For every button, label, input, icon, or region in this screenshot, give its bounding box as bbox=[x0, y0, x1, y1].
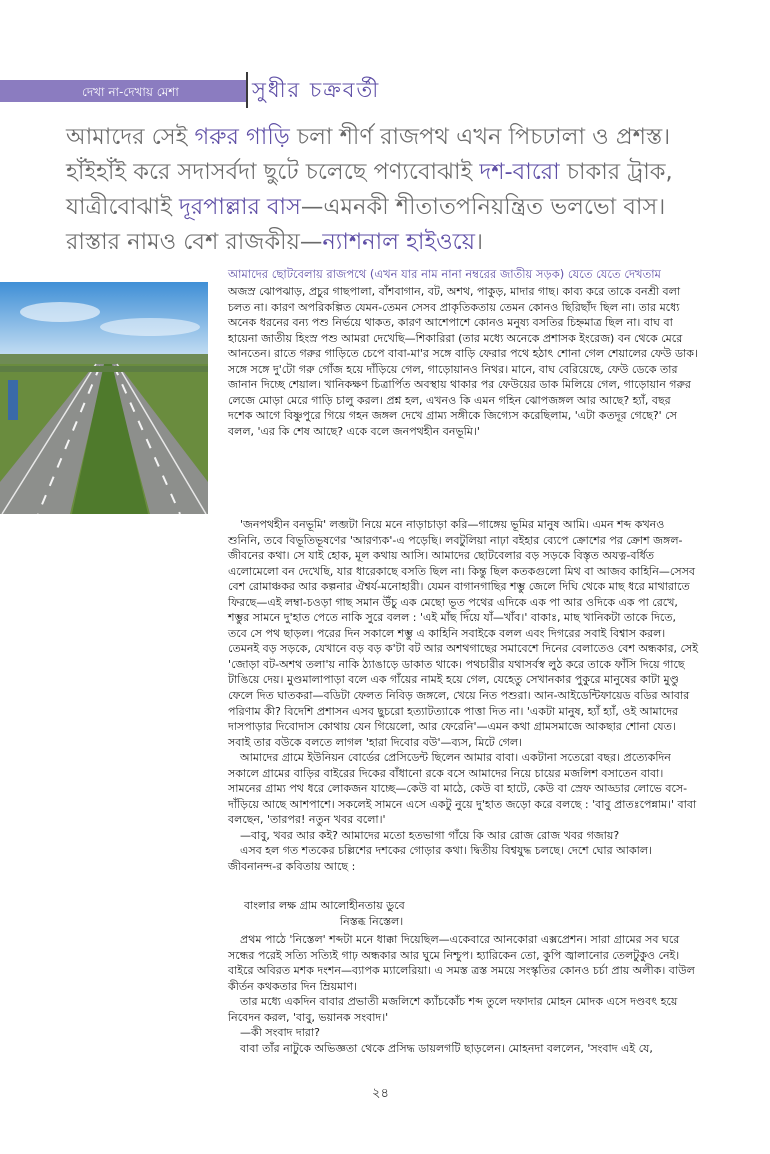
poem-line-2: নিস্তব্ধ নিস্তেল। bbox=[340, 915, 404, 928]
lead-paragraph bbox=[66, 120, 736, 260]
paragraph: তার মধ্যে একদিন বাবার প্রভাতী মজলিশে ক্যাঁচকোঁচ শব্দ তুলে দফাদার মোহন মোদক এসে দণ্ডবৎ হয়ে নিবেদন করল, 'বাবু, ভয়ানক সংবাদ।' bbox=[228, 995, 678, 1024]
lead-line-4: রাস্তার নামও বেশ রাজকীয়—ন্যাশনাল হাইওয়ে। bbox=[66, 229, 483, 255]
intro-line: আমাদের ছোটবেলায় রাজপথে (এখন যার নাম নানা নম্বরের জাতীয় সড়ক) যেতে যেতে দেখতাম bbox=[228, 267, 661, 281]
paragraph: 'জনপথহীন বনভূমি' লব্জটা নিয়ে মনে নাড়াচাড়া করি—গাঙ্গেয় ভূমির মানুষ আমি। এমন শব্দ কখনও শুনিনি, তবে বিভূতিভূষণের 'আরণ্যক'-এ পড়েছি। লবটুলিয়া নাঢ়া বইহার ব্যেপে ক্রোশের পর ক্রোশ জঙ্গল-জীবনের কথা। সে যাই হোক, মূল কথায় আসি। আমাদের ছোটবেলার বড় সড়কে বিস্তৃত অযত্ন-বর্ধিত এলোমেলো বন দেখেছি, যার ধারেকাছে বসতি ছিল না। কিন্তু ছিল কতকগুলো মিথ বা আজব কাহিনি—সেসব বেশ রোমাঞ্চকর আর কল্পনার ঐশ্বর্য-মনোহারী। যেমন বাগানগাছির শম্ভু জেলে দিঘি থেকে মাছ ধরে মাথারাতে ফিরছে—এই লম্বা-চওড়া গাছ সমান উঁচু এক মেছো ভূত পথের এদিকে এক পা আর ওদিকে এক পা রেখে, শম্ভুর সামনে দু'হাত পেতে নাকি সুরে বলল : 'এই মাঁছ দিঁয়ে যাঁ—খাঁব।' বাকাঃ, মাছ খানিকটা তাকে দিতে, তবে সে পথ ছাড়ল। পরের দিন সকালে শম্ভু এ কাহিনি সবাইকে বলল এবং দিগরের সবাই বিশ্বাস করল। তেমনই বড় সড়কে, যেখানে বড় বড় ক'টা বট আর অশথগাছের সমাবেশে দিনের বেলাতেও বেশ অন্ধকার, সেই 'জোড়া বট-অশথ তলা'য় নাকি ঠ্যাঙাড়ে ডাকাত থাকে। পথচারীর যথাসর্বস্ব লুঠ করে তাকে ফাঁসি দিয়ে গাছে টাঙিয়ে দেয়। মুণ্ডমালাপাড়া বলে এক গাঁয়ের নামই হয়ে গেল, যেহেতু সেখানকার পুকুরে মানুষের কাটা মুণ্ডু ফেলে দিত ঘাতকরা—বডিটা ফেলত নিবিড় জঙ্গলে, খেয়ে নিত পশুরা। আন-আইডেন্টিফায়েড বডির আবার পরিণাম কী? বিদেশি প্রশাসন এসব ছুচরো হত্যাটত্যাকে পাত্তা দিত না। 'একটা মানুষ, হ্যাঁ হ্যাঁ, ওই আমাদের দাসপাড়ার দিবোদাস কোথায় যেন গিয়েলো, আর ফেরেনি'—এমন কথা গ্রামসমাজে আকছার শোনা যেত। সবাই তার বউকে বলতে লাগল 'হারা দিবোর বউ'—ব্যস, মিটে গেল। bbox=[228, 518, 698, 749]
lead-line-2: হাঁইহাঁই করে সদাসর্বদা ছুটে চলেছে পণ্যবোঝাই দশ-বারো চাকার ট্রাক, bbox=[66, 159, 673, 185]
paragraph: প্রথম পাঠে 'নিস্তেল' শব্দটা মনে ধাক্কা দিয়েছিল—একেবারে আনকোরা এক্সপ্রেশন। সারা গ্রামের সব ঘরে সন্ধের পরেই সত্যি সত্যিই গাঢ় অন্ধকার আর ঘুমে নিশ্চুপ। হ্যারিকেন তো, কুপি জ্বালানোর তেলটুকুও নেই। বাইরে অবিরত মশক দংশন—ব্যাপক ম্যালেরিয়া। এ সমস্ত ত্রস্ত সময়ে সংস্কৃতির কোনও চর্চা প্রায় অলীক। বাউল কীর্তন কথকতার দিন ম্রিয়মাণ। bbox=[228, 933, 695, 993]
lead-line-3: যাত্রীবোঝাই দূরপাল্লার বাস—এমনকী শীতাতপনিয়ন্ত্রিত ভলভো বাস। bbox=[66, 194, 666, 220]
paragraph: —বাবু, খবর আর কই? আমাদের মতো হতভাগা গাঁয়ে কি আর রোজ রোজ খবর গজায়? bbox=[240, 828, 620, 842]
body-column-2 bbox=[228, 517, 698, 875]
paragraph: বাবা তাঁর নাটুকে অভিজ্ঞতা থেকে প্রসিদ্ধ ডায়লগটি ছাড়লেন। মোহনদা বললেন, 'সংবাদ এই যে, bbox=[240, 1041, 653, 1055]
body-column bbox=[228, 284, 698, 439]
paragraph: এসব হল গত শতকের চল্লিশের দশকের গোড়ার কথা। দ্বিতীয় বিশ্বযুদ্ধ চলছে। দেশে ঘোর আকাল। জীবনানন্দ-র কবিতায় আছে : bbox=[228, 844, 653, 874]
header-divider bbox=[246, 72, 248, 108]
body-column-3 bbox=[228, 932, 698, 1056]
paragraph: আমাদের গ্রামে ইউনিয়ন বোর্ডের প্রেসিডেন্ট ছিলেন আমার বাবা। একটানা সতেরো বছর। প্রত্যেকদিন সকালে গ্রামের বাড়ির বাইরের দিকের বাঁধানো রকে বসে আমাদের নিয়ে চায়ের মজলিশ বসাতেন বাবা। সামনের গ্রাম্য পথ ধরে লোকজন যাচ্ছে—কেউ বা মাঠে, কেউ বা হাটে, কেউ বা স্রেফ আড্ডার লোভে বসে-দাঁড়িয়ে আছে আশপাশে। সকলেই সামনে এসে একটু নুয়ে দু'হাত জড়ো করে বলছে : 'বাবু প্রাতঃপেন্নাম।' বাবা বলছেন, 'তারপর! নতুন খবর বলো।' bbox=[228, 751, 697, 827]
section-tag: দেখা না-দেখায় মেশা bbox=[82, 85, 179, 99]
paragraph: অজস্র ঝোপঝাড়, প্রচুর গাছপালা, বাঁশবাগান, বট, অশথ, পাকুড়, মাদার গাছ। কাব্য করে তাকে বনশ্রী বলা চলত না। কারণ অপরিকল্পিত যেমন-তেমন সেসব প্রাকৃতিকতায় তেমন কোনও ছিরিছাঁদ ছিল না। তার মধ্যে অনেক ধরনের বন্য পশু নির্ভয়ে থাকত, কারণ আশেপাশে কোনও মনুষ্য বসতির চিহ্নমাত্র ছিল না। বাঘ বা হায়েনা জাতীয় হিংস্র পশু আমরা দেখেছি—শিকারিরা (তার মধ্যে অনেকে প্রশাসক ইংরেজ) বন থেকে মেরে আনতেন। রাতে গরুর গাড়িতে চেপে বাবা-মা'র সঙ্গে বাড়ি ফেরার পথে হঠাৎ শোনা গেল শেয়ালের ফেউ ডাক। সঙ্গে সঙ্গে দু'টো গরু গোঁজ হয়ে দাঁড়িয়ে গেল, গাড়োয়ানও নিথর। মানে, বাঘ বেরিয়েছে, ফেউ ডেকে তার জানান দিচ্ছে শেয়াল। খানিকক্ষণ চিত্রার্পিত অবস্থায় থাকার পর ফেউয়ের ডাক মিলিয়ে গেল, গাড়োয়ান গরুর লেজে মোড়া মেরে গাড়ি চালু করল। প্রশ্ন হল, এখনও কি এমন গহিন ঝোপজঙ্গল আর আছে? হ্যাঁ, বছর দশেক আগে বিষ্ণুপুরে গিয়ে গহন জঙ্গল দেখে গ্রাম্য সঙ্গীকে জিগ্যেস করেছিলাম, 'এটা কতদূর গেছে?' সে বলল, 'এর কি শেষ আছে? একে বলে জনপথহীন বনভূমি।' bbox=[228, 285, 698, 438]
poem-line-1: বাংলার লক্ষ গ্রাম আলোহীনতায় ডুবে bbox=[244, 899, 405, 912]
lead-line-1: আমাদের সেই গরুর গাড়ি চলা শীর্ণ রাজপথ এখন পিচঢালা ও প্রশস্ত। bbox=[66, 124, 671, 150]
paragraph: —কী সংবাদ দারা? bbox=[240, 1026, 320, 1040]
author-name: সুধীর চক্রবর্তী bbox=[252, 78, 381, 102]
highway-photo bbox=[0, 282, 208, 514]
page-number: ২৪ bbox=[372, 1086, 389, 1101]
